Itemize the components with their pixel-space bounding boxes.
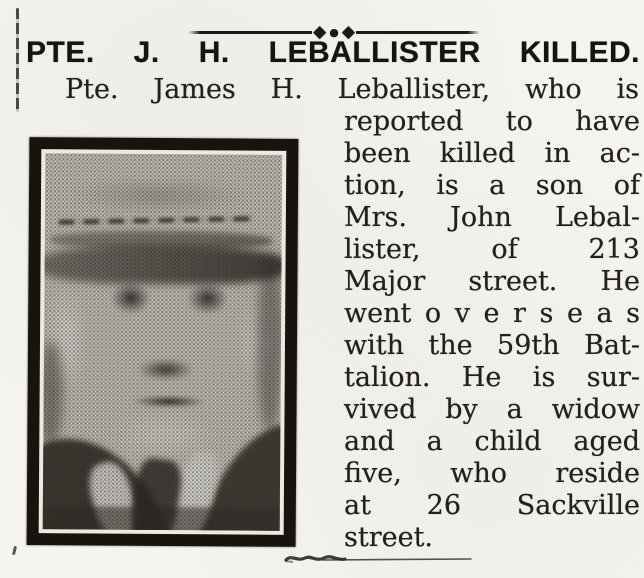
article-headline: PTE. J. H. LEBALLISTER KILLED. xyxy=(26,36,640,69)
divider-line-left xyxy=(188,31,312,34)
nose-shadow xyxy=(139,359,194,380)
body-line: went o v e r s e a s xyxy=(344,298,640,329)
body-line: reported to have xyxy=(344,106,640,137)
ink-squiggle-rule xyxy=(283,550,475,566)
chin-highlight xyxy=(114,413,214,455)
body-line: with the 59th Bat- xyxy=(344,330,640,361)
divider-line-right xyxy=(356,31,480,34)
body-line: at 26 Sackville xyxy=(344,490,640,521)
ink-speck xyxy=(12,546,17,555)
halftone-image xyxy=(43,153,283,531)
hat-brim-shadow-band xyxy=(43,245,283,284)
body-line: vived by a widow xyxy=(344,394,640,425)
diamond-ornament-icon: ◆ xyxy=(313,21,327,42)
left-eye-shadow xyxy=(103,278,158,323)
body-line: and a child aged xyxy=(344,426,640,457)
right-eye-shadow xyxy=(179,278,236,324)
right-face-edge-shadow xyxy=(257,252,283,433)
article-body-column xyxy=(344,106,640,554)
body-line: tion, is a son of xyxy=(344,170,640,201)
column-rule-left xyxy=(16,8,19,112)
body-line: Major street. He xyxy=(344,266,640,297)
mouth-shadow xyxy=(122,392,217,410)
body-line: lister, of 213 xyxy=(344,234,640,265)
hat-brim-seam xyxy=(59,216,253,225)
body-line: street. xyxy=(344,522,434,553)
body-line: talion. He is sur- xyxy=(344,362,640,393)
body-line: five, who reside xyxy=(344,458,640,489)
photo-bottom-shading xyxy=(43,507,280,531)
diamond-ornament-icon: ◆ xyxy=(341,21,355,42)
body-line: been killed in ac- xyxy=(344,138,640,169)
portrait-photo xyxy=(27,137,299,547)
article-lead-line: Pte. James H. Leballister, who is xyxy=(65,74,639,105)
hat-crown-shading xyxy=(64,176,254,215)
body-line: Mrs. John Lebal- xyxy=(344,202,640,233)
dot-ornament-icon: ● xyxy=(329,25,339,39)
